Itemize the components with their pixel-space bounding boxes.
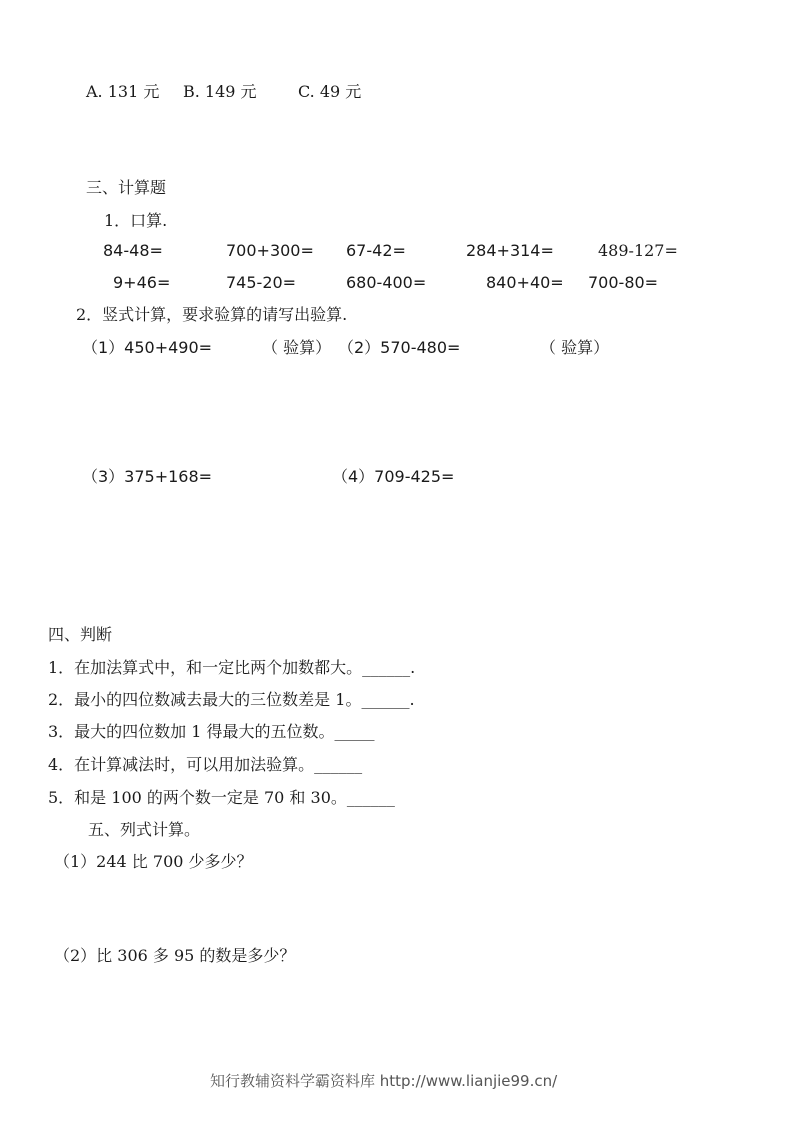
oral-r1-3: 67-42= bbox=[346, 241, 406, 260]
oral-title: 1．口算. bbox=[104, 211, 168, 230]
judge-item-1: 1．在加法算式中，和一定比两个加数都大。______. bbox=[48, 658, 416, 677]
choice-c: C. 49 元 bbox=[298, 82, 362, 101]
judge-item-2: 2．最小的四位数减去最大的三位数差是 1。______. bbox=[48, 690, 415, 709]
oral-r1-1: 84-48= bbox=[103, 241, 163, 260]
judge-item-4: 4．在计算减法时，可以用加法验算。______ bbox=[48, 755, 363, 774]
vertical-q2: （2）570-480= bbox=[338, 338, 461, 357]
vertical-q1: （1）450+490= bbox=[82, 338, 213, 357]
oral-r1-5: 489-127= bbox=[598, 241, 678, 260]
choice-a: A. 131 元 bbox=[86, 82, 160, 101]
vertical-title: 2．竖式计算，要求验算的请写出验算. bbox=[76, 305, 348, 324]
choice-b: B. 149 元 bbox=[183, 82, 257, 101]
section4-title: 四、判断 bbox=[48, 625, 113, 644]
oral-r2-3: 680-400= bbox=[346, 273, 427, 292]
oral-r2-2: 745-20= bbox=[226, 273, 297, 292]
footer-watermark: 知行教辅资料学霸资料库 http://www.lianjie99.cn/ bbox=[210, 1072, 558, 1090]
judge-item-5: 5．和是 100 的两个数一定是 70 和 30。______ bbox=[48, 788, 395, 807]
vertical-q4: （4）709-425= bbox=[332, 467, 455, 486]
judge-item-3: 3．最大的四位数加 1 得最大的五位数。_____ bbox=[48, 722, 375, 741]
oral-r2-1: 9+46= bbox=[113, 273, 171, 292]
oral-r1-4: 284+314= bbox=[466, 241, 554, 260]
vertical-q3: （3）375+168= bbox=[82, 467, 213, 486]
section5-title: 五、列式计算。 bbox=[88, 820, 201, 839]
vertical-check1: （ 验算） bbox=[262, 338, 332, 357]
oral-r2-4: 840+40= bbox=[486, 273, 564, 292]
expr-q1: （1）244 比 700 少多少？ bbox=[54, 852, 253, 871]
vertical-check2: （ 验算） bbox=[540, 338, 610, 357]
expr-q2: （2）比 306 多 95 的数是多少？ bbox=[54, 946, 296, 965]
oral-r1-2: 700+300= bbox=[226, 241, 314, 260]
oral-r2-5: 700-80= bbox=[588, 273, 659, 292]
section3-title: 三、计算题 bbox=[86, 178, 167, 197]
